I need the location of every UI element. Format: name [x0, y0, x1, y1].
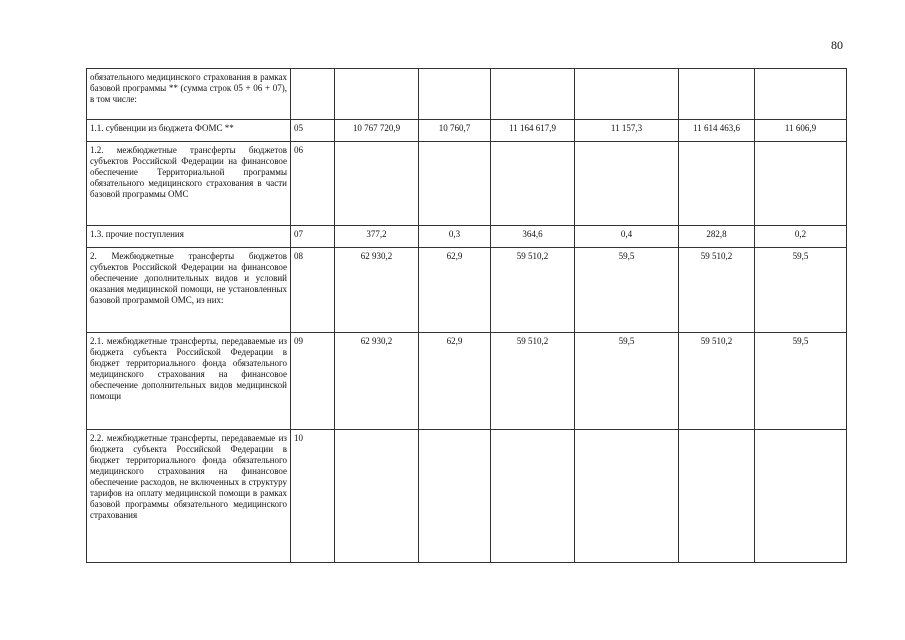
row-name: 2.2. межбюджетные трансферты, передаваемые из бюджета субъекта Российской Федерации в бюджет территориального фонда обязательного медицинского страхования на финансовое обеспечение расходов, не включенных в структуру тарифов на оплату медицинской помощи в рамках базовой программы обязательного медицинского страхования	[87, 430, 291, 563]
row-value-4	[575, 430, 679, 563]
row-value-1: 377,2	[335, 226, 419, 248]
row-value-2	[419, 69, 491, 120]
row-value-3	[491, 69, 575, 120]
row-value-2	[419, 430, 491, 563]
row-value-2: 0,3	[419, 226, 491, 248]
row-name: 2. Межбюджетные трансферты бюджетов субъектов Российской Федерации на финансовое обеспечение дополнительных видов и условий оказания медицинской помощи, не установленных базовой программой ОМС, из них:	[87, 248, 291, 333]
row-name: обязательного медицинского страхования в рамках базовой программы ** (сумма строк 05 + 06 + 07), в том числе:	[87, 69, 291, 120]
row-value-1: 62 930,2	[335, 248, 419, 333]
row-code	[291, 69, 335, 120]
row-code: 10	[291, 430, 335, 563]
row-value-1	[335, 69, 419, 120]
row-value-6: 0,2	[755, 226, 847, 248]
row-value-5	[679, 142, 755, 226]
row-value-4	[575, 69, 679, 120]
page-number: 80	[831, 38, 843, 52]
row-value-5: 11 614 463,6	[679, 120, 755, 142]
table-row	[87, 226, 847, 248]
row-name: 1.1. субвенции из бюджета ФОМС **	[87, 120, 291, 142]
table-row	[87, 120, 847, 142]
row-value-5: 59 510,2	[679, 248, 755, 333]
row-value-3: 11 164 617,9	[491, 120, 575, 142]
row-value-6	[755, 142, 847, 226]
row-value-3	[491, 430, 575, 563]
row-value-5: 282,8	[679, 226, 755, 248]
row-value-5	[679, 430, 755, 563]
row-value-2: 62,9	[419, 248, 491, 333]
row-value-3: 364,6	[491, 226, 575, 248]
row-code: 05	[291, 120, 335, 142]
table-row	[87, 333, 847, 430]
row-code: 06	[291, 142, 335, 226]
row-value-1: 10 767 720,9	[335, 120, 419, 142]
row-value-4	[575, 142, 679, 226]
row-value-3: 59 510,2	[491, 248, 575, 333]
row-value-1	[335, 430, 419, 563]
row-value-6	[755, 430, 847, 563]
row-value-1: 62 930,2	[335, 333, 419, 430]
row-value-6: 11 606,9	[755, 120, 847, 142]
row-value-2: 62,9	[419, 333, 491, 430]
row-name: 1.3. прочие поступления	[87, 226, 291, 248]
row-value-3	[491, 142, 575, 226]
table-row	[87, 248, 847, 333]
row-value-3: 59 510,2	[491, 333, 575, 430]
row-value-4: 11 157,3	[575, 120, 679, 142]
table-row	[87, 430, 847, 563]
row-name: 2.1. межбюджетные трансферты, передаваемые из бюджета субъекта Российской Федерации в бюджет территориального фонда обязательного медицинского страхования на финансовое обеспечение дополнительных видов медицинской помощи	[87, 333, 291, 430]
row-value-4: 0,4	[575, 226, 679, 248]
row-value-2	[419, 142, 491, 226]
table-row	[87, 142, 847, 226]
row-name: 1.2. межбюджетные трансферты бюджетов субъектов Российской Федерации на финансовое обеспечение Территориальной программы обязательного медицинского страхования в части базовой программы ОМС	[87, 142, 291, 226]
budget-table	[86, 68, 847, 563]
row-value-6: 59,5	[755, 248, 847, 333]
row-value-4: 59,5	[575, 333, 679, 430]
row-value-2: 10 760,7	[419, 120, 491, 142]
row-value-4: 59,5	[575, 248, 679, 333]
row-code: 07	[291, 226, 335, 248]
row-value-5: 59 510,2	[679, 333, 755, 430]
row-code: 09	[291, 333, 335, 430]
row-value-6	[755, 69, 847, 120]
row-value-5	[679, 69, 755, 120]
row-value-1	[335, 142, 419, 226]
row-value-6: 59,5	[755, 333, 847, 430]
row-code: 08	[291, 248, 335, 333]
table-row	[87, 69, 847, 120]
